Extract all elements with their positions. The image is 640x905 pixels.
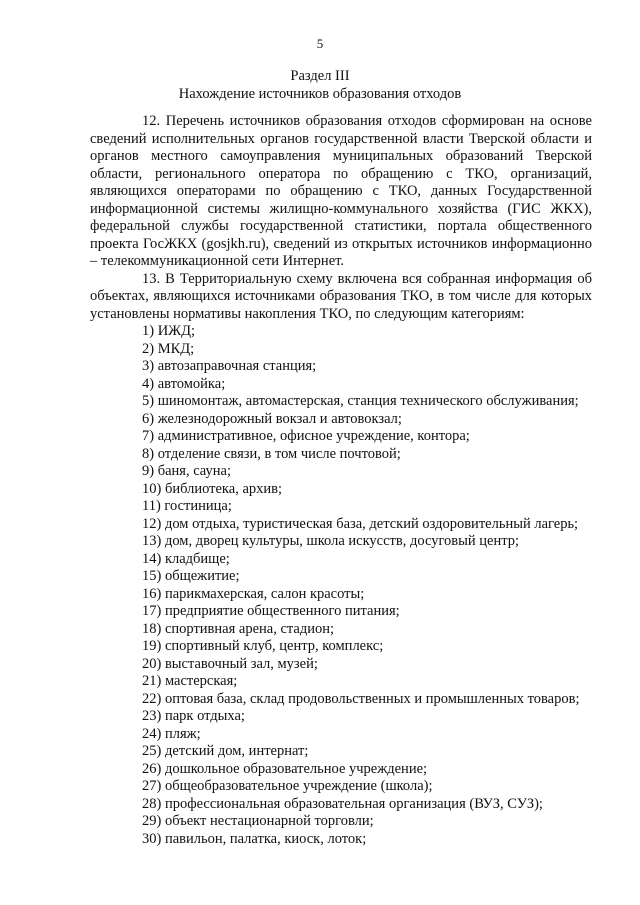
category-item: 28) профессиональная образовательная организация (ВУЗ, СУЗ); bbox=[142, 795, 543, 812]
category-item: 19) спортивный клуб, центр, комплекс; bbox=[142, 638, 384, 654]
category-item: 21) мастерская; bbox=[142, 673, 238, 689]
category-item: 23) парк отдыха; bbox=[142, 708, 245, 724]
category-item: 30) павильон, палатка, киоск, лоток; bbox=[142, 830, 367, 847]
category-item: 4) автомойка; bbox=[142, 375, 226, 392]
category-item: 15) общежитие; bbox=[142, 568, 240, 584]
category-item: 11) гостиница; bbox=[142, 498, 232, 514]
category-item: 9) баня, сауна; bbox=[142, 463, 231, 479]
page-number: 5 bbox=[316, 36, 324, 51]
category-item: 1) ИЖД; bbox=[142, 323, 196, 339]
section-header bbox=[0, 67, 640, 103]
category-item: 10) библиотека, архив; bbox=[142, 480, 283, 497]
category-item: 17) предприятие общественного питания; bbox=[142, 603, 400, 619]
section-heading: Раздел III bbox=[290, 68, 350, 84]
category-item: 29) объект нестационарной торговли; bbox=[142, 813, 374, 829]
category-item: 20) выставочный зал, музей; bbox=[142, 655, 318, 672]
category-item: 25) детский дом, интернат; bbox=[142, 743, 309, 759]
section-title: Нахождение источников образования отходов bbox=[178, 86, 462, 102]
category-item: 18) спортивная арена, стадион; bbox=[142, 620, 335, 637]
category-item: 8) отделение связи, в том числе почтовой; bbox=[142, 445, 401, 462]
category-item: 2) МКД; bbox=[142, 340, 195, 357]
category-item: 24) пляж; bbox=[142, 725, 201, 742]
category-item: 7) административное, офисное учреждение, контора; bbox=[142, 428, 470, 444]
category-item: 22) оптовая база, склад продовольственных и промышленных товаров; bbox=[142, 690, 580, 707]
paragraph-12: 12. Перечень источников образования отходов сформирован на основе сведений исполнительных органов государственной власти Тверской области и органов местного самоуправления муниципальных образований Тверской области, регионального оператора по обращению с ТКО, организаций, являющихся операторами по обращению с ТКО, данных Государственной информационной системы жилищно-коммунального хозяйства (ГИС ЖКХ), федеральной службы государственной статистики, портала общественного проекта ГосЖКХ (gosjkh.ru), сведений из открытых источников информационно – телекоммуникационной сети Интернет. bbox=[90, 113, 592, 269]
category-list bbox=[90, 323, 592, 848]
category-item: 26) дошкольное образовательное учреждение; bbox=[142, 760, 428, 777]
category-item: 3) автозаправочная станция; bbox=[142, 358, 317, 374]
category-item: 5) шиномонтаж, автомастерская, станция технического обслуживания; bbox=[142, 393, 579, 409]
category-item: 14) кладбище; bbox=[142, 550, 230, 567]
category-item: 16) парикмахерская, салон красоты; bbox=[142, 585, 365, 602]
category-item: 13) дом, дворец культуры, школа искусств, досуговый центр; bbox=[142, 533, 520, 549]
category-item: 6) железнодорожный вокзал и автовокзал; bbox=[142, 410, 402, 427]
category-item: 12) дом отдыха, туристическая база, детский оздоровительный лагерь; bbox=[142, 515, 579, 532]
document-body bbox=[90, 113, 592, 848]
paragraph-13: 13. В Территориальную схему включена вся собранная информация об объектах, являющихся источниками образования ТКО, в том числе для которых установлены нормативы накопления ТКО, по следующим категориям: bbox=[90, 270, 592, 322]
category-item: 27) общеобразовательное учреждение (школа); bbox=[142, 778, 433, 794]
